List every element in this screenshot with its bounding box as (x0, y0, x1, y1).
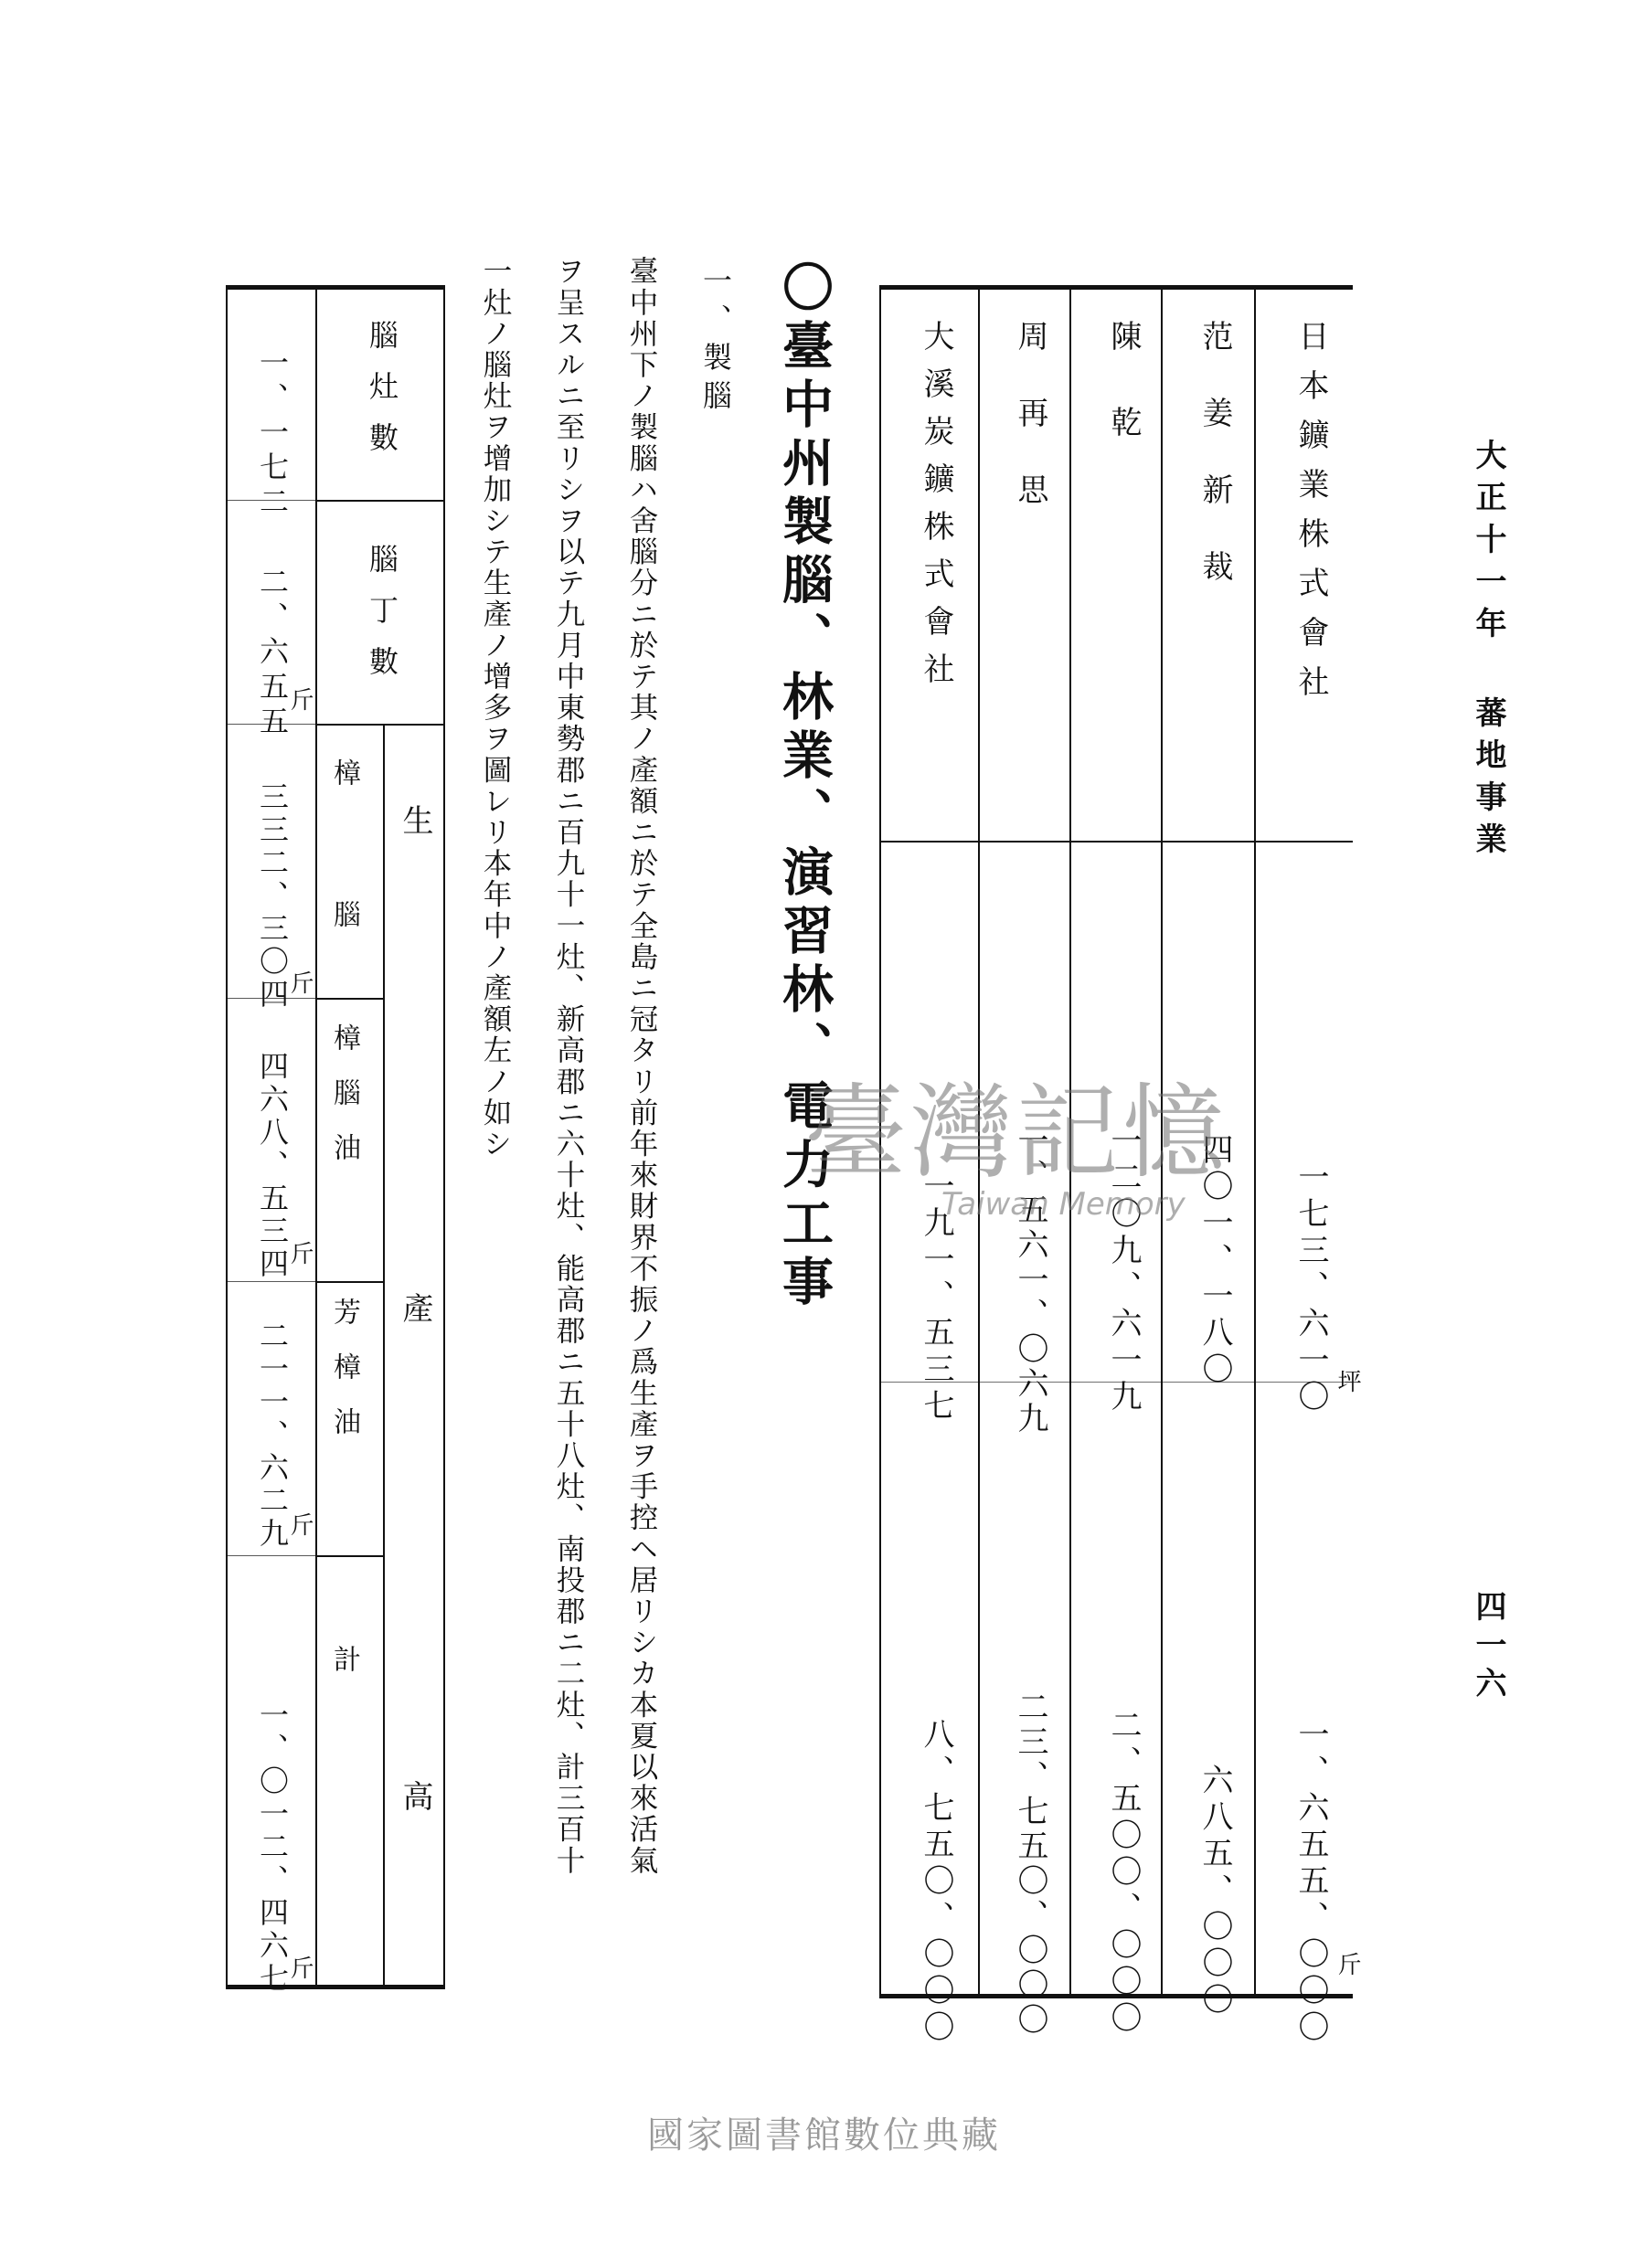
row-value1: 一七三、六一〇 (1292, 1160, 1329, 1416)
row-name: 日本鑛業株式會社 (1292, 320, 1329, 715)
header-zaosu: 腦灶數 (365, 320, 399, 473)
row-value1: 一、五六一、〇六九 (1012, 1124, 1048, 1436)
row-name: 范姜新裁 (1196, 320, 1233, 627)
page-number: 四一六 (1470, 1590, 1506, 1705)
unit-label: 斤 (1334, 1952, 1361, 1976)
value-total: 一、〇一二、四六七 (255, 1700, 290, 1996)
watermark-subtext: Taiwan Memory (941, 1186, 1185, 1223)
unit-label: 斤 (286, 970, 314, 994)
unit-label: 斤 (286, 1955, 314, 1979)
row-name: 陳乾 (1105, 320, 1142, 492)
body-line: 一灶ノ腦灶ヲ增加シテ生產ノ增多ヲ圖レリ本年中ノ產額左ノ如シ (479, 256, 512, 1160)
unit-label: 斤 (286, 1512, 314, 1536)
unit-label: 坪 (1334, 1369, 1361, 1393)
row-value1: 一九一、五三七 (918, 1170, 954, 1425)
row-value2: 六八五、〇〇〇 (1196, 1764, 1233, 2019)
watermark-text: 臺灣記憶 (804, 1074, 1228, 1192)
value-dingsu: 二、六五五 (255, 567, 290, 740)
row-value1: 一二〇九、六一九 (1105, 1124, 1142, 1416)
value-zhangnaoyou: 四六八、五三四 (255, 1051, 290, 1281)
value-zhangnao: 三三二、三〇四 (255, 781, 290, 1012)
row-name: 周再思 (1012, 320, 1048, 550)
value-zaosu: 一、一七二 (255, 347, 290, 521)
watermark (804, 1069, 1280, 1234)
footer-credit: 國家圖書館數位典藏 (647, 2114, 1001, 2157)
header-total: 計 (328, 1645, 360, 1672)
header-dingsu: 腦丁數 (365, 544, 399, 697)
subsection-heading: 一、製腦 (698, 265, 733, 419)
row-value1: 四〇一、一八〇 (1196, 1133, 1233, 1389)
row-value2: 八、七五〇、〇〇〇 (918, 1718, 954, 2047)
body-line: 臺中州下ノ製腦ハ舍腦分ニ於テ其ノ產額ニ於テ全島ニ冠タリ前年來財界不振ノ爲生產ヲ手控ヘ居リシカ本夏以來活氣 (625, 256, 658, 1877)
header-fangzhangyou: 芳樟油 (328, 1298, 360, 1462)
row-name: 大溪炭鑛株式會社 (918, 320, 954, 700)
running-head: 大正十一年 蕃地事業 (1470, 439, 1506, 864)
body-line: ヲ呈スルニ至リシヲ以テ九月中東勢郡ニ百九十一灶、新高郡ニ六十灶、能高郡ニ五十八灶、南投郡ニ二灶、計三百十 (552, 256, 585, 1877)
unit-label: 斤 (286, 1241, 314, 1265)
row-value2: 一、六五五、〇〇〇 (1292, 1718, 1329, 2047)
header-zhangnaoyou: 樟腦油 (328, 1023, 360, 1188)
unit-label: 斤 (286, 687, 314, 711)
header-zhangnao: 樟腦 (328, 758, 360, 1042)
section-title: 〇臺中州製腦、林業、演習林、電力工事 (774, 260, 835, 1313)
value-fangzhangyou: 二一一、六二九 (255, 1320, 290, 1551)
row-value2: 二三、七五〇、〇〇〇 (1012, 1690, 1048, 2038)
row-value2: 二、五〇〇、〇〇〇 (1105, 1709, 1142, 2038)
header-shengchan: 生產高 (397, 804, 433, 2268)
